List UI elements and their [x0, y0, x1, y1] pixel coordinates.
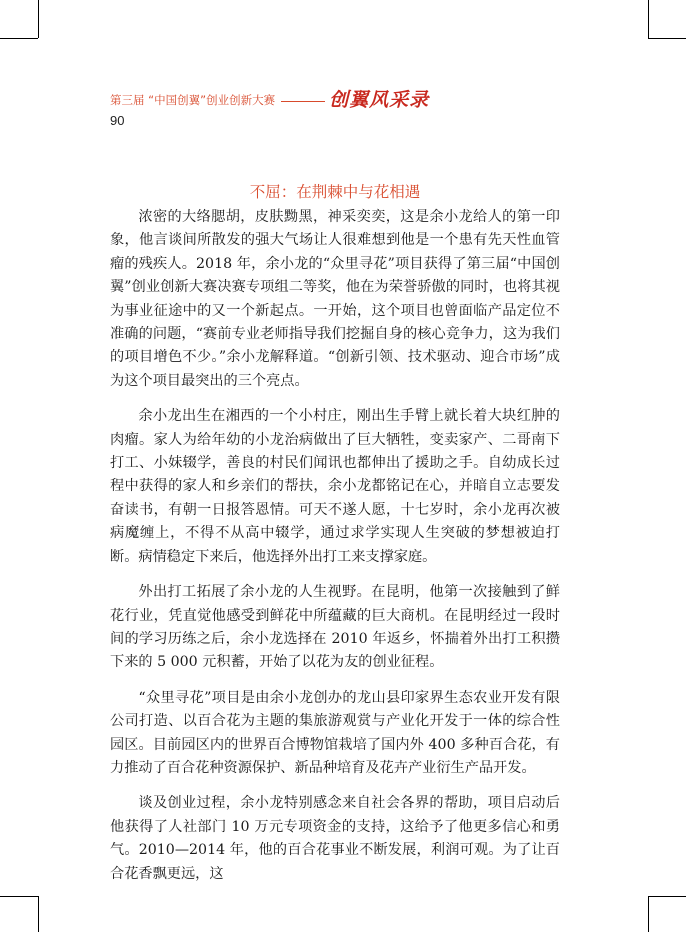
article-title: 不屈：在荆棘中与花相遇	[249, 183, 421, 201]
header-event-name: 第三届 “中国创翼”创业创新大赛	[110, 92, 276, 107]
crop-mark-bottom-right	[648, 896, 686, 897]
paragraph: 余小龙出生在湘西的一个小村庄，刚出生手臂上就长着大块红肿的肉瘤。家人为给年幼的小龙治病做出了巨大牺牲，变卖家产、二哥南下打工、小妹辍学，善良的村民们闻讯也都伸出了援助之手。自幼成长过程中获得的家人和乡亲们的帮扶，余小龙都铭记在心，并暗自立志要发奋读书，有朝一日报答恩情。可天不遂人愿，十七岁时，余小龙再次被病魔缠上，不得不从高中辍学，通过求学实现人生突破的梦想被迫打断。病情稳定下来后，他选择外出打工来支撑家庭。	[110, 408, 560, 565]
crop-mark-top-right	[648, 0, 649, 38]
crop-mark-top-left	[0, 38, 38, 39]
paragraph: 外出打工拓展了余小龙的人生视野。在昆明，他第一次接触到了鲜花行业，凭直觉他感受到鲜花中所蕴藏的巨大商机。在昆明经过一段时间的学习历练之后，余小龙选择在 2010 年返乡，怀揣着外出打工积攒下来的 5 000 元积蓄，开始了以花为友的创业征程。	[110, 584, 560, 671]
paragraph: 谈及创业过程，余小龙特别感念来自社会各界的帮助，项目启动后他获得了人社部门 10 万元专项资金的支持，这给予了他更多信心和勇气。2010—2014 年，他的百合花事业不断发展，利润可观。为了让百合花香飘更远，这	[110, 795, 560, 882]
header-brand-logo: 创翼风采录	[329, 89, 430, 111]
crop-mark-bottom-left	[38, 896, 39, 932]
crop-mark-bottom-left	[0, 896, 38, 897]
paragraph: “众里寻花”项目是由余小龙创办的龙山县印家界生态农业开发有限公司打造、以百合花为主题的集旅游观赏与产业化开发于一体的综合性园区。目前园区内的世界百合博物馆栽培了国内外 400 多种百合花，有力推动了百合花种资源保护、新品种培育及花卉产业衍生产品开发。	[110, 689, 560, 776]
paragraph: 浓密的大络腮胡，皮肤黝黑，神采奕奕，这是余小龙给人的第一印象，他言谈间所散发的强大气场让人很难想到他是一个患有先天性血管瘤的残疾人。2018 年，余小龙的“众里寻花”项目获得了第三届“中国创翼”创业创新大赛决赛专项组二等奖，他在为荣誉骄傲的同时，也将其视为事业征途中的又一个新起点。一开始，这个项目也曾面临产品定位不准确的问题，“赛前专业老师指导我们挖掘自身的核心竞争力，这为我们的项目增色不少。”余小龙解释道。“创新引领、技术驱动、迎合市场”成为这个项目最突出的三个亮点。	[110, 209, 560, 389]
header-rule	[281, 101, 325, 102]
article-body	[110, 206, 560, 898]
crop-mark-top-right	[648, 38, 686, 39]
page-number: 90	[110, 113, 125, 128]
crop-mark-top-left	[38, 0, 39, 38]
running-header	[110, 84, 630, 110]
crop-mark-bottom-right	[648, 896, 649, 932]
